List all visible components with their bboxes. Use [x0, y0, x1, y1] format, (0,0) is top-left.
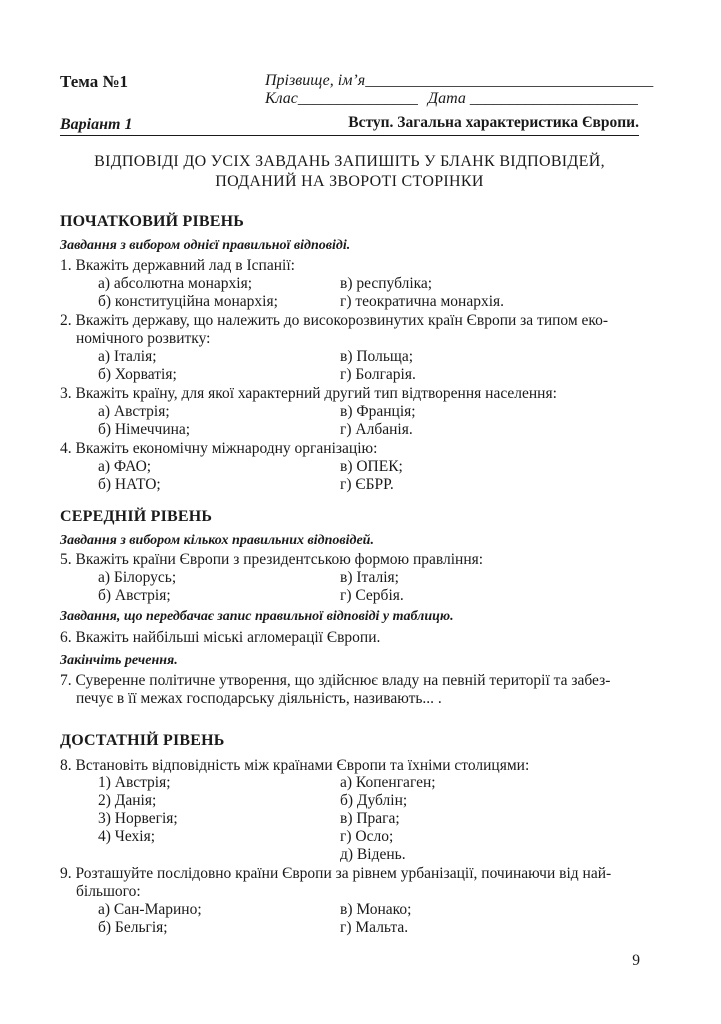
q2-option-d: г) Болгарія.: [340, 366, 416, 383]
q8-capital-c: в) Прага;: [340, 810, 400, 827]
class-line: _______________: [297, 90, 418, 107]
q5-option-b: б) Австрія;: [98, 587, 171, 604]
q1-option-d: г) теократична монархія.: [340, 293, 505, 310]
date-line: _____________________: [469, 90, 638, 107]
q9-option-d: г) Мальта.: [340, 919, 409, 936]
variant-label: Варіант 1: [60, 116, 133, 133]
q4-option-a: а) ФАО;: [98, 458, 152, 475]
question-7: 7. Суверенне політичне утворення, що здійснює владу на певній території та забез-: [60, 672, 611, 689]
surname-line: ____________________________________: [365, 72, 654, 89]
q5-option-a: а) Білорусь;: [98, 569, 177, 586]
question-6: 6. Вкажіть найбільші міські агломерації Європи.: [60, 629, 381, 646]
question-3: 3. Вкажіть країну, для якої характерний другий тип відтворення населення:: [60, 385, 557, 402]
question-8: 8. Встановіть відповідність між країнами Європи та їхніми столицями:: [60, 757, 530, 774]
level-sufficient: ДОСТАТНІЙ РІВЕНЬ: [60, 732, 225, 749]
surname-label: Прізвище, ім’я: [265, 72, 366, 89]
q8-country-3: 3) Норвегія;: [98, 810, 178, 827]
q5-option-c: в) Італія;: [340, 569, 399, 586]
class-label: Клас: [265, 90, 298, 107]
page-number: 9: [632, 952, 640, 969]
q5-option-d: г) Сербія.: [340, 587, 404, 604]
q4-option-c: в) ОПЕК;: [340, 458, 403, 475]
q9-option-b: б) Бельгія;: [98, 919, 168, 936]
date-label: Дата: [427, 90, 466, 107]
level-initial: ПОЧАТКОВИЙ РІВЕНЬ: [60, 213, 245, 230]
q3-option-d: г) Албанія.: [340, 421, 413, 438]
q8-capital-a: а) Копенгаген;: [340, 774, 436, 791]
surname-field: [265, 72, 653, 90]
class-date-field: [265, 90, 638, 108]
question-2-cont: номічного розвитку:: [76, 330, 211, 347]
q9-option-c: в) Монако;: [340, 901, 412, 918]
level-middle: СЕРЕДНІЙ РІВЕНЬ: [60, 508, 213, 525]
q3-option-c: в) Франція;: [340, 403, 416, 420]
q3-option-b: б) Німеччина;: [98, 421, 191, 438]
q8-country-1: 1) Австрія;: [98, 774, 171, 791]
q4-option-b: б) НАТО;: [98, 476, 161, 493]
question-4: 4. Вкажіть економічну міжнародну організацію:: [60, 440, 378, 457]
instruction-finish: Закінчіть речення.: [60, 653, 178, 668]
question-7-cont: печує в її межах господарську діяльність, називають... .: [76, 690, 442, 707]
topic-label: Тема №1: [60, 72, 129, 91]
q8-capital-b: б) Дублін;: [340, 792, 408, 809]
instruction-single: Завдання з вибором однієї правильної відповіді.: [60, 238, 351, 253]
q2-option-c: в) Польща;: [340, 348, 414, 365]
question-9: 9. Розташуйте послідовно країни Європи за рівнем урбанізації, починаючи від най-: [60, 865, 612, 882]
q8-country-4: 4) Чехія;: [98, 828, 156, 845]
q8-capital-e: д) Відень.: [340, 846, 406, 863]
q1-option-b: б) конституційна монархія;: [98, 293, 278, 310]
section-title: Вступ. Загальна характеристика Європи.: [348, 114, 639, 131]
notice-line-1: ВІДПОВІДІ ДО УСІХ ЗАВДАНЬ ЗАПИШІТЬ У БЛАНК ВІДПОВІДЕЙ,: [94, 153, 605, 170]
notice-line-2: ПОДАНИЙ НА ЗВОРОТІ СТОРІНКИ: [215, 173, 484, 190]
header-rule: [60, 135, 639, 136]
q1-option-a: а) абсолютна монархія;: [98, 275, 253, 292]
q4-option-d: г) ЄБРР.: [340, 476, 394, 493]
q2-option-b: б) Хорватія;: [98, 366, 177, 383]
q1-option-c: в) республіка;: [340, 275, 433, 292]
q8-capital-d: г) Осло;: [340, 828, 394, 845]
question-5: 5. Вкажіть країни Європи з президентською формою правління:: [60, 551, 484, 568]
q8-country-2: 2) Данія;: [98, 792, 157, 809]
question-1: 1. Вкажіть державний лад в Іспанії:: [60, 257, 295, 274]
instruction-multiple: Завдання з вибором кількох правильних відповідей.: [60, 533, 374, 548]
q3-option-a: а) Австрія;: [98, 403, 170, 420]
answer-notice: [60, 152, 639, 192]
q2-option-a: а) Італія;: [98, 348, 157, 365]
question-9-cont: більшого:: [76, 883, 141, 900]
question-2: 2. Вкажіть державу, що належить до високорозвинутих країн Європи за типом еко-: [60, 312, 609, 329]
instruction-table: Завдання, що передбачає запис правильної відповіді у таблицю.: [60, 609, 454, 624]
q9-option-a: а) Сан-Марино;: [98, 901, 202, 918]
